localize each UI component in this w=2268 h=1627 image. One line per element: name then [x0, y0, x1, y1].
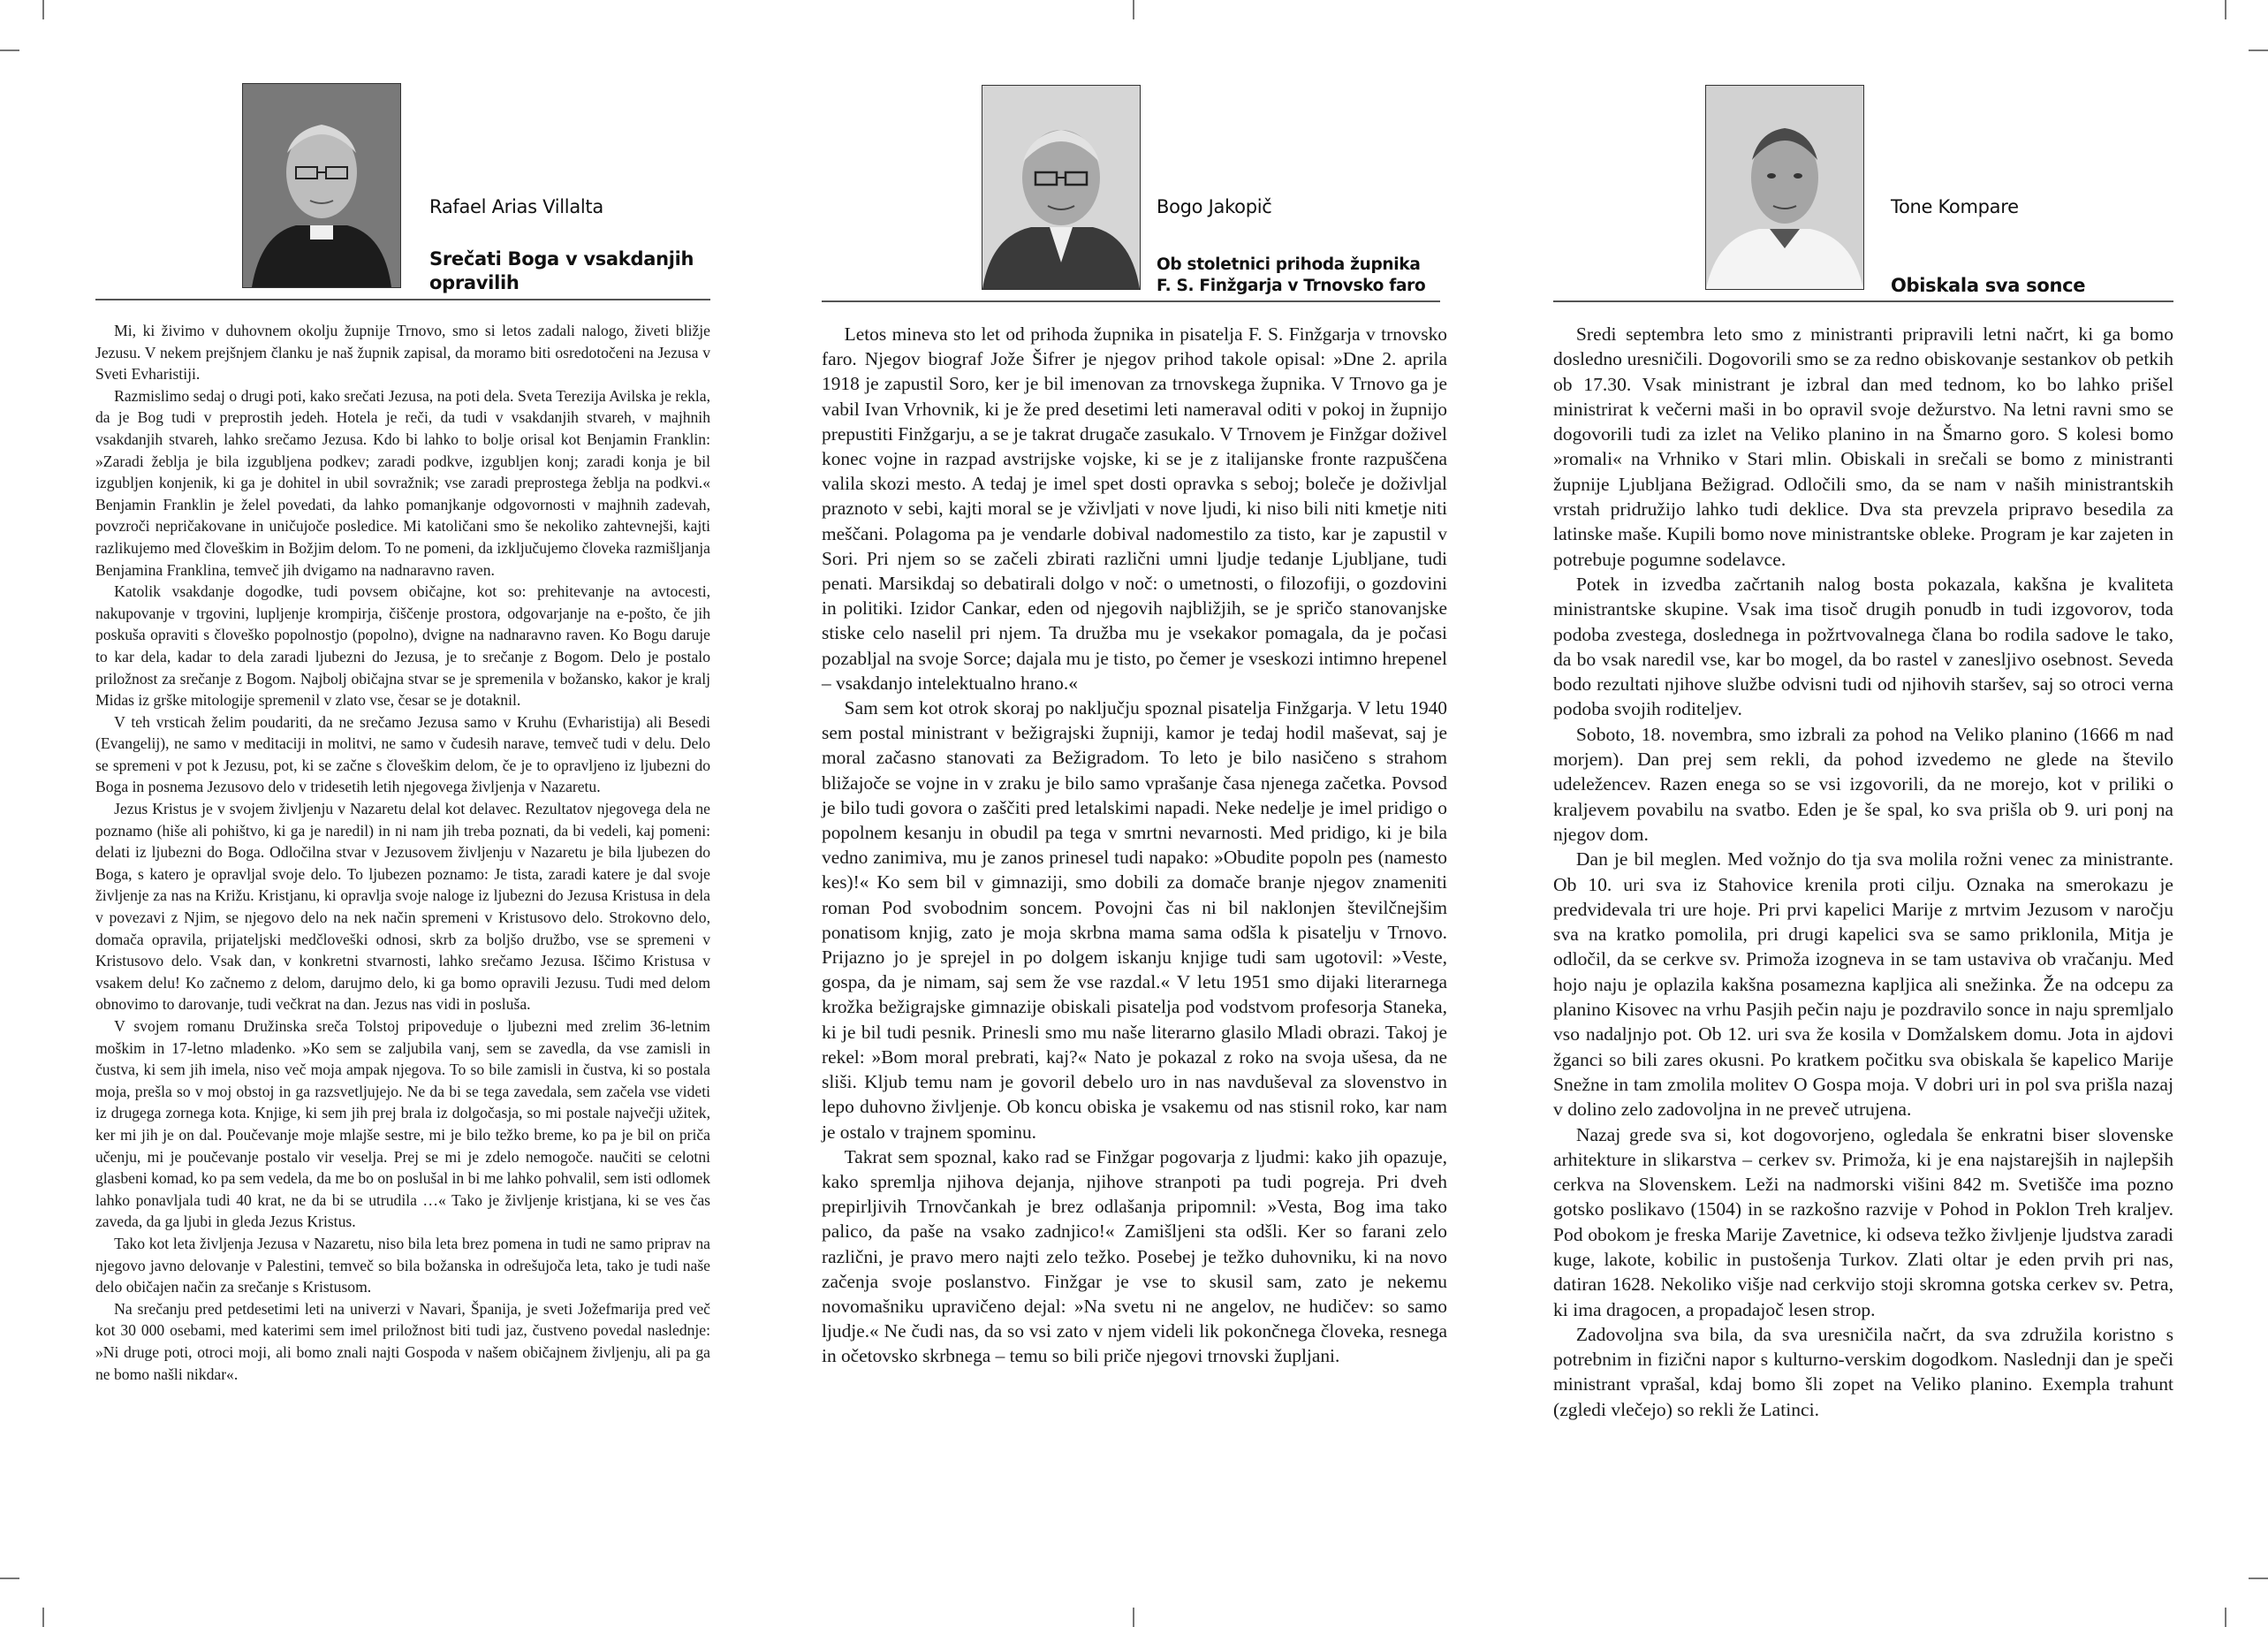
- article-title-line: F. S. Finžgarja v Trnovsko faro: [1157, 277, 1426, 295]
- author-name: Tone Kompare: [1891, 196, 2019, 217]
- article-body: [95, 320, 710, 1385]
- paragraph: Katolik vsakdanje dogodke, tudi povsem običajne, kot so: prehitevanje na avtocesti, nakupovanje v trgovini, lupljenje krompirja, čiščenje prostora, odgovarjanje na e-pošto, če jih poskuša opraviti s človeško popolnostjo (popolno), dvigne na nadnaravno raven. Ko Bogu daruje to kar dela, kadar to dela zaradi ljubezni do Jezusa, je to srečanje z Bogom. Delo je postalo priložnost za srečanje z Bogom. Najbolj običajna stvar se je spremenila v božansko, kakor je kralj Midas iz grške mitologije spremenil v zlato vse, česar se je dotaknil.: [95, 582, 710, 710]
- paragraph: Tako kot leta življenja Jezusa v Nazaretu, niso bila leta brez pomena in tudi ne samo priprav na njegovo javno delovanje v Palestini, temveč so bila božanska in odrešujoča leta, tako je tudi naše delo običajen način za srečanje s Kristusom.: [95, 1234, 710, 1296]
- author-name: Bogo Jakopič: [1157, 196, 1272, 217]
- paragraph: Potek in izvedba začrtanih nalog bosta pokazala, kakšna je kvaliteta ministrantske skupine. Vsak ima tisoč drugih ponudb in tudi izgovorov, toda podoba zvestega, doslednega in požrtvovalnega člana bo rodila sadove le tako, da bo vsak naredil vse, kar bo mogel, da bo rastel v zanesljivo osebnost. Seveda bodo rezultati njihove službe odvisni tudi od njihovih staršev, saj so otroci verna podoba svojih roditeljev.: [1553, 573, 2173, 720]
- article-body: [1553, 322, 2173, 1422]
- crop-mark: [0, 49, 19, 51]
- portrait-image: [982, 86, 1140, 289]
- title-rule: [95, 299, 710, 300]
- article-title: [429, 247, 694, 295]
- crop-mark: [2249, 49, 2268, 51]
- paragraph: Zadovoljna sva bila, da sva uresničila načrt, da sva združila koristno s potrebnim in fizični napor s kulturno-verskim dogodkom. Naslednji dan je speči ministrant vprašal, kdaj bomo šli zopet na Veliko planino. Exempla trahunt (zgledi vlečejo) so rekli že Latinci.: [1553, 1323, 2173, 1420]
- article-title-line: Ob stoletnici prihoda župnika: [1157, 255, 1421, 274]
- article-title-line: Srečati Boga v vsakdanjih: [429, 248, 694, 270]
- crop-mark: [1133, 0, 1134, 19]
- crop-mark: [2225, 0, 2226, 19]
- paragraph: Sredi septembra leto smo z ministranti pripravili letni načrt, ki ga bomo dosledno uresničili. Dogovorili smo se za redno obiskovanje sestankov ob petkih ob 17.30. Vsak ministrant je izbral dan med tednom, ko bo lahko prišel ministrirat k večerni maši in bo opravil svoje dežurstvo. Na letni ravni smo se dogovorili tudi za izlet na Veliko planino in na Šmarno goro. S kolesi bomo »romali« na Vrhniko v Stari mlin. Obiskali in srečali se bomo z ministranti župnije Ljubljana Bežigrad. Odločili smo, da se nam v naših ministrantskih vrstah pridružijo lahko tudi deklice. Dva sta prevzela pripravo besedila za latinske maše. Kupili bomo nove ministrantske obleke. Program je kar zajeten in potrebuje pogumne sodelavce.: [1553, 323, 2173, 570]
- article-title: [1891, 274, 2085, 298]
- author-photo: [1705, 85, 1864, 290]
- crop-mark: [2249, 1578, 2268, 1579]
- paragraph: V teh vrsticah želim poudariti, da ne srečamo Jezusa samo v Kruhu (Evharistija) ali Besedi (Evangelij), ne samo v meditaciji in molitvi, ne samo v čudesih narave, temveč tudi v delu. Delo se spremeni v pot k Jezusu, pot, ki se začne s človeškim delom, če je to opravljeno iz ljubezni do Boga in posnema Jezusovo delo v tridesetih letih njegovega življenja v Nazaretu.: [95, 712, 710, 796]
- title-rule: [822, 300, 1440, 302]
- paragraph: V svojem romanu Družinska sreča Tolstoj pripoveduje o ljubezni med zrelim 36-letnim moškim in 17-letno mladenko. »Ko sem se zaljubila vanj, sem se zavedla, da vse zamisli in čustva, ki sem jih imela, niso več moja ampak njegova. To so bile zamisli in čustva, ki so postala moja, prešla so v moj obstoj in ga razsvetljujejo. Ne da bi se tega zavedala, sem začela vse videti iz drugega zornega kota. Knjige, ki sem jih prej brala iz dolgočasja, so mi postale največji užitek, ker mi jih je on dal. Poučevanje moje mlajše sestre, mi je bilo težko breme, ko pa je bil on priča učenju, mi je poučevanje postalo vir veselja. Prej se mi je zdelo nemogoče. naučiti se celotni glasbeni komad, ko pa sem vedela, da me bo on poslušal in bi me lahko pohvalil, sem isti odlomek lahko ponavljala tudi 40 krat, ne da bi se utrudila …« Tako je življenje kristjana, ki se ves čas zaveda, da ga ljubi in gleda Jezus Kristus.: [95, 1017, 710, 1231]
- article-title-line: Obiskala sva sonce: [1891, 275, 2086, 296]
- paragraph: Letos mineva sto let od prihoda župnika in pisatelja F. S. Finžgarja v trnovsko faro. Njegov biograf Jože Šifrer je njegov prihod takole opisal: »Dne 2. aprila 1918 je zapustil Soro, ker je bil imenovan za trnovskega župnika. V Trnovo ga je vabil Ivan Vrhovnik, ki je že pred desetimi leti nameraval oditi v pokoj in župnijo prepustiti Finžgarju, a se je takrat drugače zasukalo. V Trnovem je Finžgar doživel konec vojne in razpad avstrijske vojske, ki se je z italijanske fronte razpuščena valila skozi mesto. A tedaj je imel spet dosti opravka s seboj; boleče je doživljal praznoto v sebi, kajti moral se je vživljati v nove ljudi, ki niso bili niti kmetje niti meščani. Polagoma pa je vendarle dobival nadomestilo za tisto, kar je zapustil v Sori. Pri njem so se začeli zbirati različni umni ljudje tedanje Ljubljane, tudi penati. Marsikdaj so debatirali dolgo v noč: o umetnosti, o filozofiji, o gozdovini in politiki. Izidor Cankar, eden od njegovih najbližjih, se je spričo stanovanjske stiske celo naselil pri njem. Ta družba mu je vsekakor pomagala, da je počasi pozabljal na svoje Sorce; dajala mu je tisto, po čemer je vseskozi intimno hrepenel – vsakdanjo intelektualno hrano.«: [822, 323, 1447, 694]
- paragraph: Sam sem kot otrok skoraj po naključju spoznal pisatelja Finžgarja. V letu 1940 sem postal ministrant v bežigrajski župniji, kamor je tedaj hodil maševat, saj je moral začasno stanovati za Bežigradom. To leto je bilo nasičeno s strahom bližajoče se vojne in v zraku je bilo samo vprašanje časa njenega začetka. Povsod je bilo tudi govora o zaščiti pred letalskimi napadi. Neke nedelje je imel pridigo o popolnem kesanju in obudil pa tega v smrtni nevarnosti. Med pridigo, ki je bila vedno zanimiva, mu je zanos prinesel tudi napako: »Obudite popoln pes (namesto kes)!« Ko sem bil v gimnaziji, smo dobili za domače branje njegov znameniti roman Pod svobodnim soncem. Povojni čas ni bil naklonjen številčnejšim ponatisom knjig, zato je moja skrbna mama sama odšla k pisatelju v Trnovo. Prijazno jo je sprejel in po dolgem iskanju knjige tudi sam ugotovil: »Veste, gospa, da je nimam, saj sem že vse razdal.« V letu 1951 smo dijaki literarnega krožka bežigrajske gimnazije obiskali pisatelja pod vodstvom profesorja Staneka, ki je bil tudi pesnik. Prinesli smo mu naše literarno glasilo Mladi obrazi. Takoj je rekel: »Bom moral prebrati, kaj?« Nato je pokazal z roko na svoja ušesa, da ne sliši. Kljub temu nam je govoril debelo uro in nas navduševal za slovenstvo in lepo duhovno življenje. Ob koncu obiska je vsakemu od nas stisnil roko, kar nam je ostalo v trajnem spominu.: [822, 697, 1447, 1143]
- article-title-line: opravilih: [429, 272, 520, 293]
- paragraph: Jezus Kristus je v svojem življenju v Nazaretu delal kot delavec. Rezultatov njegovega dela ne poznamo (hiše ali pohištvo, ki ga je naredil) in ni nam jih treba poznati, da bi vedeli, kaj pomeni: delati iz ljubezni do Boga. Odločilna stvar v Jezusovem življenju v Nazaretu je bila ljubezen do Boga, s katero je opravljal svoje delo. To ljubezen poznamo: Je tista, zaradi katere je dal svoje življenje za nas na Križu. Kristjanu, ki opravlja svoje naloge iz ljubezni do Jezusa Kristusa in dela v povezavi z Njim, se njegovo delo na nek način spremeni v Kristusovo delo. Strokovno delo, domača opravila, prijateljski medčloveški odnosi, skrb za boljšo družbo, vse se spremeni v Kristusovo delo. Vsak dan, v konkretni stvarnosti, lahko srečamo Jezusa. Iščimo Kristusa v vsakem delu! Ko začnemo z delom, darujmo delo, ki ga bomo opravili Jezusu. Tudi med delom obnovimo to darovanje, tudi večkrat na dan. Jezus nas vidi in posluša.: [95, 800, 710, 1014]
- crop-mark: [0, 1578, 19, 1579]
- article-title: [1157, 255, 1425, 297]
- author-photo: [242, 83, 401, 288]
- paragraph: Mi, ki živimo v duhovnem okolju župnije Trnovo, smo si letos zadali nalogo, živeti bližje Jezusu. V nekem prejšnjem članku je naš župnik zapisal, da moramo biti osredotočeni na Jezusa v Sveti Evharistiji.: [95, 322, 710, 384]
- paragraph: Dan je bil meglen. Med vožnjo do tja sva molila rožni venec za ministrante. Ob 10. uri sva iz Stahovice krenila proti cilju. Oznaka na smerokazu je predvidevala tri ure hoje. Pri prvi kapelici Marije z mrtvim Jezusom v naročju sva na kratko pomolila, pri drugi kapelici sva se samo priklonila, Mitja je odločil, da se cerkve sv. Primoža izogneva in se tam ustaviva ob vračanju. Med hojo naju je oplazila kakšna posamezna kapljica ali snežinka. Že na odcepu za planino Kisovec na vrhu Pasjih pečin naju je pozdravilo sonce in naju spremljalo vso nadaljnjo pot. Ob 12. uri sva že kosila v Domžalskem domu. Jota in ajdovi žganci so bili zares okusni. Po kratkem počitku sva obiskala še kapelico Marije Snežne in tam zmolila molitev O Gospa moja. V dobri uri in pol sva prišla nazaj v dolino zelo zadovoljna in ne preveč utrujena.: [1553, 848, 2173, 1121]
- paragraph: Takrat sem spoznal, kako rad se Finžgar pogovarja z ljudmi: kako jih opazuje, kako spremlja njihova dejanja, njihove stranpoti pa tudi pogreja. Pri dveh prepirljivih Trnovčankah je brez odlašanja pripomnil: »Vesta, Bog ima tako palico, da paše na vsako zadnjico!« Zamišljeni sta odšli. Ker so farani zelo različni, je pravo mero najti zelo težko. Posebej je težko duhovniku, ki na novo začenja svoje poslanstvo. Finžgar je vse to skusil sam, zato je nekemu novomašniku upravičeno dejal: »Na svetu ni ne angelov, ne hudičev: so samo ljudje.« Ne čudi nas, da so vsi zato v njem videli lik pokončnega človeka, resnega in očetovsko skrbnega – temu so bili priče njegovi trnovski župljani.: [822, 1145, 1447, 1367]
- crop-mark: [42, 1608, 44, 1627]
- author-photo: [982, 85, 1141, 290]
- crop-mark: [1133, 1608, 1134, 1627]
- article-body: [822, 322, 1447, 1369]
- portrait-image: [1706, 86, 1863, 289]
- title-rule: [1553, 300, 2173, 302]
- paragraph: Soboto, 18. novembra, smo izbrali za pohod na Veliko planino (1666 m nad morjem). Dan prej sem rekli, da pohod izvedemo ne glede na število udeležencev. Razen enega so se vsi izgovorili, da ne morejo, kot v priliki o kraljevem povabilu na svatbo. Eden je še spal, ko sva prišla ob 9. uri ponj na njegov dom.: [1553, 723, 2173, 845]
- portrait-image: [243, 84, 400, 287]
- author-name: Rafael Arias Villalta: [429, 196, 603, 217]
- crop-mark: [42, 0, 44, 19]
- paragraph: Nazaj grede sva si, kot dogovorjeno, ogledala še enkratni biser slovenske arhitekture in slikarstva – cerkev sv. Primoža, ki je ena najstarejših in najlepših cerkva na Slovenskem. Leži na nadmorski višini 842 m. Svetišče ima pozno gotsko poslikavo (1504) in se razkošno razvije v Pohod in Poklon Treh kraljev. Pod obokom je freska Marije Zavetnice, ki odseva težko življenje ljudstva zaradi kuge, lakote, kobilic in pustošenja Turkov. Zlati oltar je eden prvih pri nas, datiran 1628. Nekoliko višje nad cerkvijo stoji skromna gotska cerkev sv. Petra, ki ima dragocen, a propadajoč lesen strop.: [1553, 1123, 2173, 1320]
- paragraph: Razmislimo sedaj o drugi poti, kako srečati Jezusa, na poti dela. Sveta Terezija Avilska je rekla, da je Bog tudi v preprostih jedeh. Hotela je reči, da tudi v vsakdanjih stvareh, v majhnih vsakdanjih stvareh, lahko srečamo Jezusa. Kdo bi lahko to bolje orisal kot Benjamin Franklin: »Zaradi žeblja je bila izgubljena podkev; zaradi podkve, izgubljen konj; zaradi konja je bil izgubljen konjenik, ki ga je dohitel in ubil sovražnik; vse zaradi preprostega žeblja na podkvi.« Benjamin Franklin je želel povedati, da lahko pomanjkanje odgovornosti v majhnih zadevah, povzroči nepričakovane in uničujoče posledice. Mi katoličani smo še nekoliko zahtevnejši, kajti razlikujemo med človeškim in Božjim delom. To ne pomeni, da izključujemo človeka razmišljanja Benjamina Franklina, temveč jih dvigamo na nadnaravno raven.: [95, 386, 710, 579]
- crop-mark: [2225, 1608, 2226, 1627]
- paragraph: Na srečanju pred petdesetimi leti na univerzi v Navari, Španija, je sveti Jožefmarija pred več kot 30 000 osebami, med katerimi sem imel priložnost biti tudi jaz, čustveno povedal naslednje: »Ni druge poti, otroci moji, ali bomo znali najti Gospoda v našem običajnem življenju, ali pa ga ne bomo našli nikdar«.: [95, 1299, 710, 1383]
